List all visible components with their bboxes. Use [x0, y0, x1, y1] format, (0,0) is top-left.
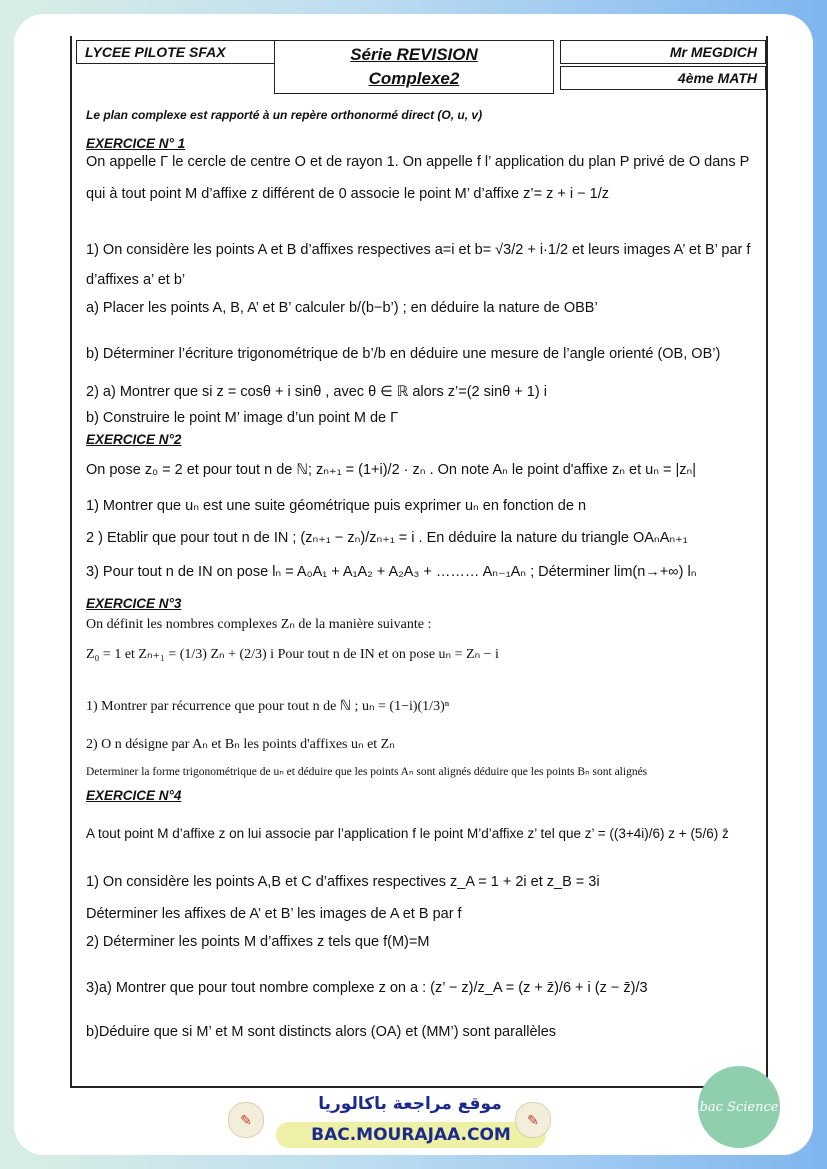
ex1-line-6: b) Déterminer l’écriture trigonométrique de b’/b en déduire une mesure de l’angle orienté (OB, OB’)	[86, 346, 721, 362]
ex1-line-5: a) Placer les points A, B, A’ et B’ calculer b/(b−b’) ; en déduire la nature de OBB’	[86, 300, 598, 316]
ex3-line-2: Z₀ = 1 et Zₙ₊₁ = (1/3) Zₙ + (2/3) i Pour tout n de IN et on pose uₙ = Zₙ − i	[86, 647, 499, 662]
intro-line: Le plan complexe est rapporté à un repère orthonormé direct (O, u, v)	[86, 108, 483, 122]
title-box	[274, 40, 554, 94]
ex1-line-4: d’affixes a’ et b’	[86, 272, 186, 288]
bac-science-badge: bac Science	[698, 1066, 780, 1148]
ex1-line-2: qui à tout point M d’affixe z différent de 0 associe le point M’ d’affixe z’= z + i − 1/z	[86, 186, 609, 202]
ex4-line-2: 1) On considère les points A,B et C d’affixes respectives z_A = 1 + 2i et z_B = 3i	[86, 874, 600, 890]
ex3-line-4: 2) O n désigne par Aₙ et Bₙ les points d'affixes uₙ et Zₙ	[86, 737, 395, 752]
exercise-3-title: EXERCICE N°3	[86, 596, 182, 611]
exercise-2-title: EXERCICE N°2	[86, 432, 182, 447]
ex2-line-2: 1) Montrer que uₙ est une suite géométrique puis exprimer uₙ en fonction de n	[86, 498, 587, 514]
ex4-line-4: 2) Déterminer les points M d’affixes z tels que f(M)=M	[86, 934, 430, 950]
ex1-line-7: 2) a) Montrer que si z = cosθ + i sinθ , avec θ ∈ ℝ alors z’=(2 sinθ + 1) i	[86, 384, 547, 400]
ex2-line-4: 3) Pour tout n de IN on pose lₙ = A₀A₁ + A₁A₂ + A₂A₃ + ……… Aₙ₋₁Aₙ ; Déterminer lim(n→+∞) lₙ	[86, 564, 697, 580]
site-logo-icon: ✎	[228, 1102, 264, 1138]
ex4-line-5: 3)a) Montrer que pour tout nombre complexe z on a : (z’ − z)/z_A = (z + z̄)/6 + i (z − z̄)/3	[86, 980, 648, 996]
ex3-line-5: Determiner la forme trigonométrique de uₙ et déduire que les points Aₙ sont alignés déduire que les points Bₙ sont alignés	[86, 766, 648, 778]
exercise-1-title: EXERCICE N° 1	[86, 136, 186, 151]
class-level: 4ème MATH	[560, 66, 766, 90]
ex4-line-3: Déterminer les affixes de A’ et B’ les images de A et B par f	[86, 906, 462, 922]
topic-title: Complexe2	[368, 69, 460, 88]
ex1-line-8: b) Construire le point M’ image d’un point M de Γ	[86, 410, 399, 426]
footer-arabic-title: موقع مراجعة باكالوريا	[318, 1094, 502, 1114]
ex3-line-1: On définit les nombres complexes Zₙ de la manière suivante :	[86, 617, 432, 632]
teacher-name: Mr MEGDICH	[560, 40, 766, 64]
header	[72, 36, 766, 100]
ex3-line-3: 1) Montrer par récurrence que pour tout n de ℕ ; uₙ = (1−i)(1/3)ⁿ	[86, 699, 450, 714]
ex4-line-6: b)Déduire que si M’ et M sont distincts alors (OA) et (MM’) sont parallèles	[86, 1024, 557, 1040]
ex1-line-1: On appelle Γ le cercle de centre O et de rayon 1. On appelle f l’ application du plan P privé de O dans P	[86, 154, 750, 170]
exam-sheet	[70, 36, 768, 1088]
ex4-line-1: A tout point M d’affixe z on lui associe par l’application f le point M’d’affixe z’ tel que z’ = ((3+4i)/6) z + (5/6) z̄	[86, 826, 729, 841]
site-logo-icon-right: ✎	[515, 1102, 551, 1138]
ex2-line-3: 2 ) Etablir que pour tout n de IN ; (zₙ₊₁ − zₙ)/zₙ₊₁ = i . En déduire la nature du triangle OAₙAₙ₊₁	[86, 530, 688, 546]
ex1-line-3: 1) On considère les points A et B d’affixes respectives a=i et b= √3/2 + i·1/2 et leurs images A’ et B’ par f	[86, 242, 751, 258]
footer-url-link[interactable]: BAC.MOURAJAA.COM	[276, 1122, 546, 1148]
school-name: LYCEE PILOTE SFAX	[76, 40, 276, 64]
serie-title: Série REVISION	[350, 45, 478, 64]
exercise-4-title: EXERCICE N°4	[86, 788, 182, 803]
ex2-line-1: On pose z₀ = 2 et pour tout n de ℕ; zₙ₊₁ = (1+i)/2 · zₙ . On note Aₙ le point d'affixe zₙ et uₙ = |zₙ|	[86, 462, 697, 478]
